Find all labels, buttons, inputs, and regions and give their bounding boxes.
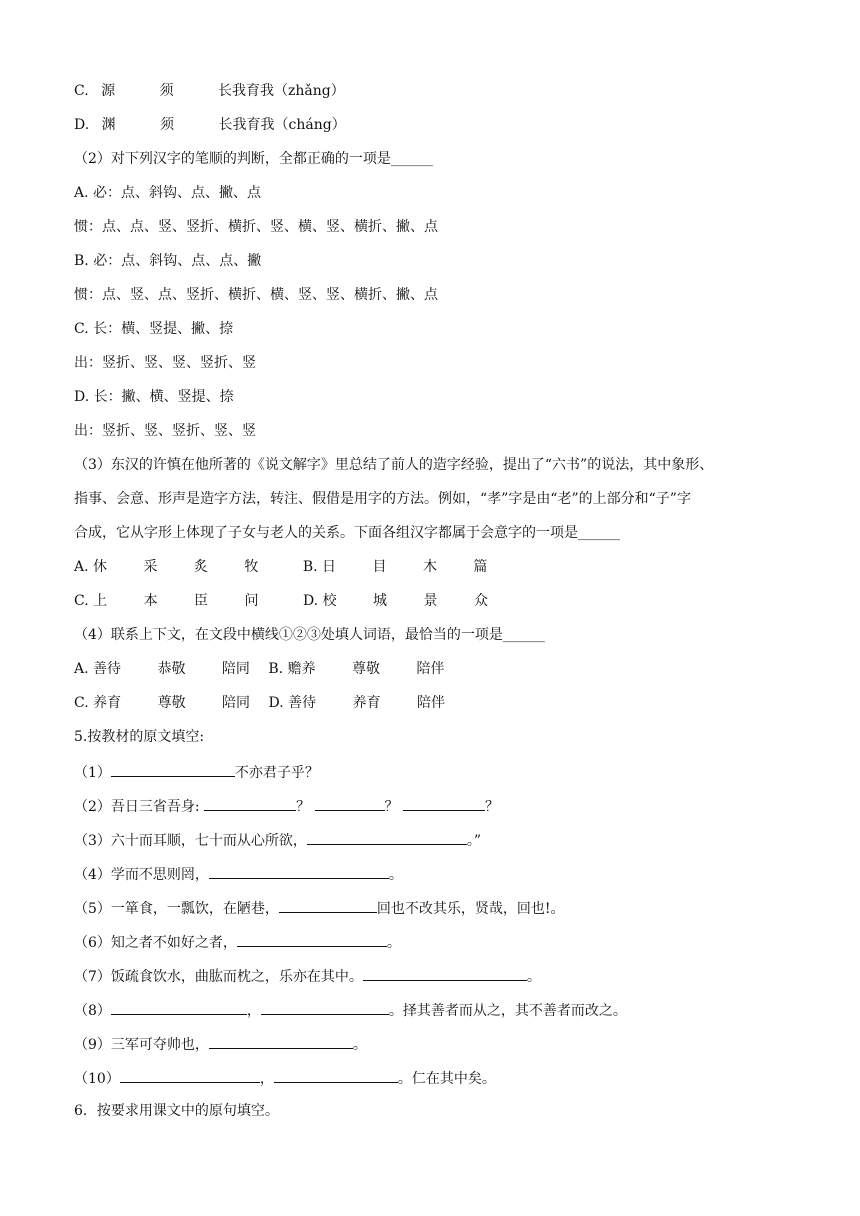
item-text: （5）一箪食，一瓢饮，在陋巷， (74, 901, 279, 917)
item-text: （7）饭疏食饮水，曲肱而枕之，乐亦在其中。 (74, 969, 363, 985)
item-text: ， (259, 1071, 274, 1087)
fill-item-8 (74, 999, 627, 1019)
fill-item-1 (74, 761, 319, 781)
option-part: 长我育我（zhǎng） (218, 83, 345, 99)
sub4-options-ab (74, 659, 444, 679)
sub2-option-b1: B. 必：点、斜钩、点、点、撇 (74, 253, 262, 269)
option-item: 采 (143, 559, 158, 575)
item-text: （4）学而不思则罔， (74, 867, 209, 883)
sub2-option-c1: C. 长：横、竖提、撇、捺 (74, 321, 234, 337)
item-text: ？ (296, 799, 311, 815)
option-item: B. 日 (302, 559, 337, 575)
sub4-options-cd (74, 693, 445, 713)
item-number: （8） (74, 1003, 111, 1019)
sub2-stem: （2）对下列汉字的笔顺的判断，全都正确的一项是______ (74, 151, 433, 167)
option-item: B. 赡养 (268, 661, 316, 677)
option-item: 问 (244, 593, 259, 609)
option-part: 渊 (101, 117, 116, 133)
item-text: 。 (352, 1037, 367, 1053)
item-text: 。择其善者而从之，其不善者而改之。 (388, 1003, 627, 1019)
option-item: 臣 (194, 593, 209, 609)
option-item: C. 上 (74, 593, 108, 609)
option-item: 城 (373, 593, 388, 609)
answer-blank[interactable] (209, 1033, 353, 1049)
item-text: 。 (386, 935, 401, 951)
answer-blank[interactable] (237, 931, 387, 947)
question-6-title: 6．按要求用课文中的原句填空。 (74, 1103, 279, 1119)
fill-item-2 (74, 795, 499, 815)
sub2-option-c2: 出：竖折、竖、竖、竖折、竖 (74, 355, 256, 371)
option-c-row (74, 81, 345, 101)
option-item: 养育 (352, 695, 381, 711)
item-text: 。仁在其中矣。 (397, 1071, 496, 1087)
item-number: （1） (74, 765, 111, 781)
option-part: 须 (160, 117, 175, 133)
sub3-options-cd (74, 591, 488, 611)
fill-item-9 (74, 1033, 367, 1053)
sub2-option-a1: A. 必：点、斜钩、点、撇、点 (74, 185, 262, 201)
answer-blank[interactable] (274, 1067, 398, 1083)
option-d-row (74, 115, 346, 135)
fill-item-3 (74, 829, 481, 849)
option-item: 牧 (244, 559, 259, 575)
option-item: 恭敬 (157, 661, 186, 677)
option-item: 本 (143, 593, 158, 609)
sub2-option-a2: 惯：点、点、竖、竖折、横折、竖、横、竖、横折、撇、点 (74, 219, 438, 235)
option-part: 须 (159, 83, 174, 99)
option-part: 长我育我（cháng） (218, 117, 346, 133)
option-item: D. 校 (302, 593, 337, 609)
item-text: 回也不改其乐，贤哉，回也!。 (376, 901, 565, 917)
option-letter: C. (74, 83, 89, 99)
answer-blank[interactable] (315, 795, 385, 811)
sub2-option-d2: 出：竖折、竖、竖折、竖、竖 (74, 423, 256, 439)
option-part: 源 (101, 83, 116, 99)
option-item: 陪同 (222, 695, 251, 711)
item-text: 。 (388, 867, 403, 883)
sub2-option-b2: 惯：点、竖、点、竖折、横折、横、竖、竖、横折、撇、点 (74, 287, 438, 303)
option-item: 陪伴 (417, 695, 446, 711)
item-text: 。” (466, 833, 482, 849)
item-text: （9）三军可夺帅也， (74, 1037, 209, 1053)
item-text: ？ (384, 799, 399, 815)
answer-blank[interactable] (111, 761, 235, 777)
option-letter: D. (74, 117, 90, 133)
option-item: 众 (473, 593, 488, 609)
answer-blank[interactable] (363, 965, 527, 981)
answer-blank[interactable] (279, 897, 377, 913)
option-item: 目 (372, 559, 387, 575)
fill-item-10 (74, 1067, 496, 1087)
option-item: D. 善待 (268, 695, 317, 711)
item-text: （6）知之者不如好之者， (74, 935, 237, 951)
item-text: （2）吾日三省吾身: (74, 799, 205, 815)
option-item: 篇 (473, 559, 488, 575)
option-item: 炙 (193, 559, 208, 575)
answer-blank[interactable] (204, 795, 296, 811)
item-text: 不亦君子乎？ (234, 765, 319, 781)
answer-blank[interactable] (120, 1067, 260, 1083)
option-item: 陪伴 (416, 661, 445, 677)
answer-blank[interactable] (307, 829, 467, 845)
fill-item-7 (74, 965, 541, 985)
fill-item-5 (74, 897, 565, 917)
sub3-stem-line3: 合成，它从字形上体现了子女与老人的关系。下面各组汉字都属于会意字的一项是______ (74, 525, 620, 541)
sub3-options-ab (74, 557, 487, 577)
answer-blank[interactable] (111, 999, 247, 1015)
item-text: 。 (526, 969, 541, 985)
question-5-title: 5.按教材的原文填空: (74, 729, 205, 745)
answer-blank[interactable] (403, 795, 485, 811)
sub3-stem-line1: （3）东汉的许慎在他所著的《说文解字》里总结了前人的造字经验，提出了“六书”的说法，其中象形、 (74, 457, 714, 473)
option-item: 陪同 (221, 661, 250, 677)
sub2-option-d1: D. 长：撇、横、竖提、捺 (74, 389, 234, 405)
sub4-stem: （4）联系上下文，在文段中横线①②③处填人词语，最恰当的一项是______ (74, 627, 545, 643)
option-item: 木 (422, 559, 437, 575)
sub3-stem-line2: 指事、会意、形声是造字方法，转注、假借是用字的方法。例如，“孝”字是由“老”的上部分和“子”字 (74, 491, 691, 507)
option-item: C. 养育 (74, 695, 122, 711)
fill-item-4 (74, 863, 403, 883)
option-item: 景 (423, 593, 438, 609)
option-item: A. 休 (74, 559, 108, 575)
fill-item-6 (74, 931, 401, 951)
option-item: A. 善待 (74, 661, 122, 677)
item-text: ， (246, 1003, 261, 1019)
item-text: ？ (484, 799, 499, 815)
item-number: （10） (74, 1071, 120, 1087)
item-text: （3）六十而耳顺，七十而从心所欲， (74, 833, 307, 849)
answer-blank[interactable] (261, 999, 389, 1015)
answer-blank[interactable] (209, 863, 389, 879)
option-item: 尊敬 (352, 661, 381, 677)
option-item: 尊敬 (157, 695, 186, 711)
